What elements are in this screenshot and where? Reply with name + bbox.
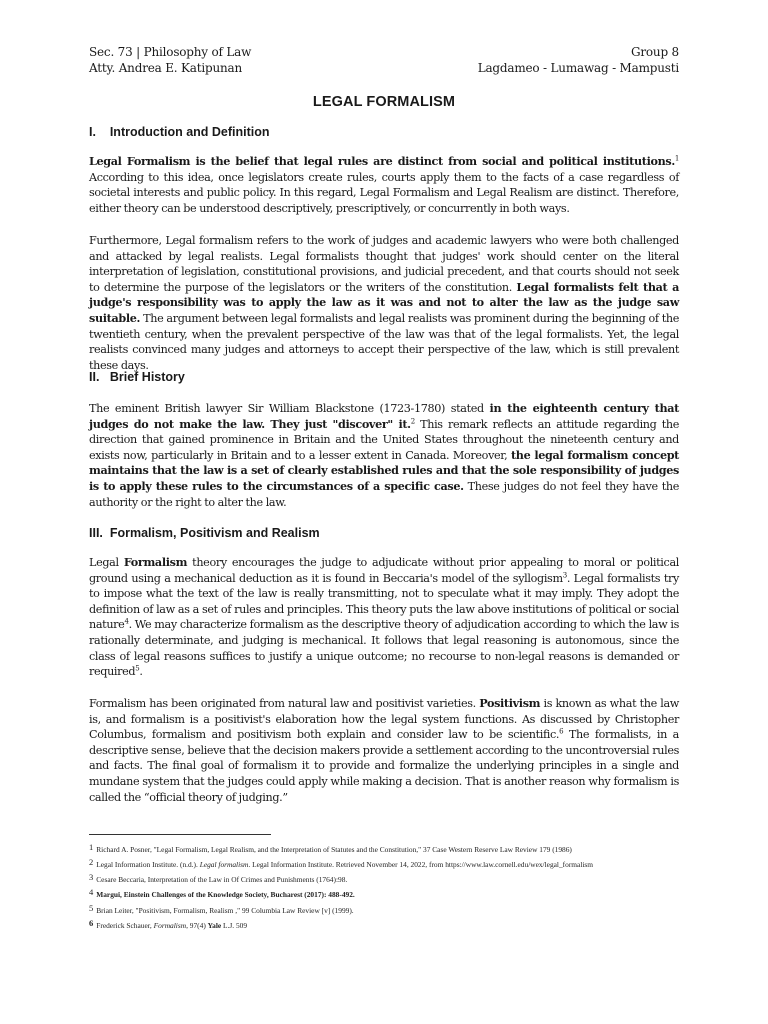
paragraph-realists [89,233,679,373]
footnote-ref: 5 [135,664,140,673]
header-left [89,44,251,76]
paragraph-text: theory encourages the judge to adjudicate without prior appealing to moral or political ground using a mechanical deduction as it is found in Beccaria's model of the syllogism [89,556,679,585]
footnote-ref: 4 [124,617,129,626]
footnote-number: 6 [89,918,94,928]
footnote-text: Frederick Schauer, [96,921,154,930]
footnote-number: 5 [89,903,94,913]
footnote-text: , 97(4) [186,921,208,930]
paragraph-text: . [139,665,143,679]
paragraph-text: . Legal formalists try to impose what the text of the law is really transmitting, not to speculate what it may imply. They adopt the definition of law as a set of rules and principles. This theory puts the law above institutions of political or social nature [89,571,679,632]
footnote-number: 2 [89,857,94,867]
footnote-ref: 6 [559,727,564,736]
section-heading-formalism: III. Formalism, Positivism and Realism [89,526,320,540]
footnote-text: Brian Leiter, "Positivism, Formalism, Realism ," 99 Columbia Law Review [v] (1999). [96,906,354,915]
footnote-2 [89,857,689,870]
footnote-5 [89,903,689,916]
paragraph-text: Formalism has been originated from natural law and positivist varieties. [89,697,480,710]
footnote-6 [89,918,689,931]
paragraph-text: Furthermore, Legal formalism refers to the work of judges and academic lawyers who were both challenged and attacked by legal realists. Legal formalists thought that judges' work should center on the literal interpretation of legislation, constitutional provisions, and judicial precedent, and that courts should not seek to determine the purpose of the legislators or the writers of the constitution. [89,234,679,294]
paragraph-history [89,401,679,510]
footnote-text: Margui, Einstein Challenges of the Knowledge Society, Bucharest (2017): 488-492. [96,890,355,899]
paragraph-text: The formalists, in a descriptive sense, believe that the decision makers provide a settlement according to the uncontroversial rules and facts. The final goal of formalism it to provide and formalize the underlying principles in a single and mundane system that the judges could apply while making a decision. That is another reason why formalism is called the “official theory of judging.” [89,728,679,804]
footnote-text: . Legal Information Institute. Retrieved November 14, 2022, from https://www.law.cornell.edu/wex/legal_formalism [248,860,594,869]
footnote-italic: Legal formalism [199,860,249,869]
footnote-text: Cesare Beccaria, Interpretation of the Law in Of Crimes and Punishments (1764):98. [96,875,348,884]
section-heading-introduction: I. Introduction and Definition [89,125,270,139]
paragraph-text: is known as what the law is, and formalism is a positivist's elaboration how the legal system functions. As discussed by Christopher Columbus, formalism and positivism both explain and consider law to be scientific. [89,697,679,742]
footnote-text: Legal Information Institute. (n.d.). [96,860,200,869]
footnote-ref: 2 [410,416,415,425]
bold-text: Legal formalists felt that a judge's responsibility was to apply the law as it was and not to alter the law as the judge saw suitable. [89,279,679,325]
bold-text: Legal Formalism is the belief that legal rules are distinct from social and political institutions. [89,154,675,168]
paragraph-text: . We may characterize formalism as the descriptive theory of adjudication according to which the law is rationally determinate, and judging is mechanical. It follows that legal reasoning is autonomous, since the class of legal reasons suffices to justify a unique outcome; no recourse to non-legal reasons is demanded or required [89,618,679,679]
footnote-ref: 3 [562,570,567,579]
footnote-divider [89,834,271,835]
paragraph-text: The eminent British lawyer Sir William Blackstone (1723-1780) stated [89,402,490,415]
footnote-ref: 1 [674,154,679,163]
footnote-text: Richard A. Posner, "Legal Formalism, Legal Realism, and the Interpretation of Statutes and the Constitution," 37 Case Western Reserve Law Review 179 (1986) [96,845,572,854]
bold-text: the legal formalism concept maintains that the law is a set of clearly established rules and that the sole responsibility of judges is to apply these rules to the circumstances of a specific case. [89,447,679,493]
paragraph-text: These judges do not feel they have the authority or the right to alter the law. [89,479,679,509]
footnote-text: L.J. 509 [221,921,248,930]
footnote-number: 1 [89,842,94,852]
header-right [478,44,679,76]
bold-text: Positivism [479,696,541,710]
footnote-number: 3 [89,872,94,882]
footnote-4 [89,887,689,900]
document-title: LEGAL FORMALISM [312,94,456,110]
instructor-label: Atty. Andrea E. Katipunan [89,61,242,75]
paragraph-text: The argument between legal formalists and legal realists was prominent during the beginning of the twentieth century, when the prevalent perspective of the law was that of the legal formalists. Yet, the legal realists convinced many judges and attorneys to accept their perspective of the law, which is still prevalent these days. [89,311,679,372]
members-label: Lagdameo - Lumawag - Mampusti [477,61,679,75]
paragraph-text: Legal [89,556,124,569]
course-label: Sec. 73 | Philosophy of Law [89,45,252,59]
section-heading-history: II. Brief History [89,370,185,384]
paragraph-formalism [89,555,679,680]
footnote-bold: Yale [207,921,222,930]
paragraph-definition [89,154,679,216]
paragraph-text: According to this idea, once legislators create rules, courts apply them to the facts of a case regardless of societal interests and public policy. In this regard, Legal Formalism and Legal Realism are distinct. Therefore, either theory can be understood descriptively, prescriptively, or concurrently in both ways. [89,170,679,215]
footnote-italic: Formalism [153,921,187,930]
bold-text: in the eighteenth century that judges do not make the law. They just "discover" it. [89,401,680,431]
group-label: Group 8 [630,45,679,59]
paragraph-text: This remark reflects an attitude regarding the direction that gained prominence in Britain and the United States throughout the nineteenth century and exists now, particularly in Britain and to a lesser extent in Canada. Moreover, [89,417,679,462]
footnote-1 [89,842,689,855]
bold-text: Formalism [123,555,188,569]
footnote-3 [89,872,689,885]
footnote-number: 4 [89,887,94,897]
paragraph-positivism [89,696,679,805]
